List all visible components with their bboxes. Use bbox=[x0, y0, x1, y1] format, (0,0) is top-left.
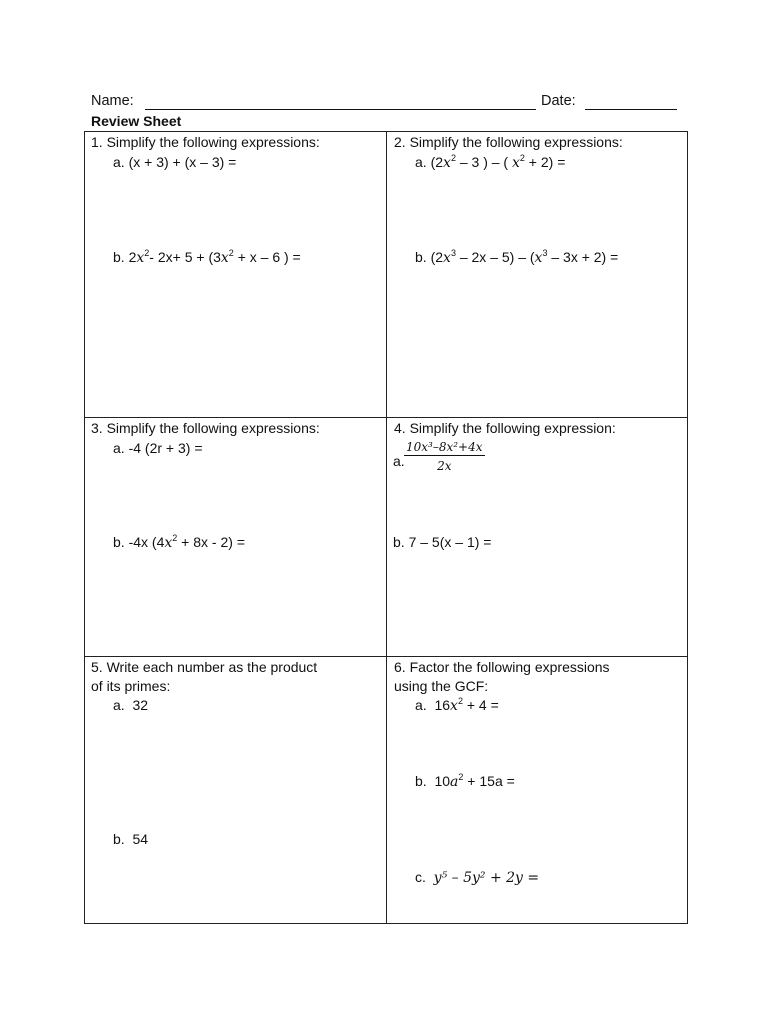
expression: 7 – 5(x – 1) = bbox=[408, 534, 492, 550]
variable: x bbox=[534, 250, 543, 266]
expression-part: – 3 ) – ( bbox=[455, 154, 512, 170]
problem-6c bbox=[415, 869, 539, 886]
problem-2-prompt: 2. Simplify the following expressions: bbox=[394, 134, 623, 150]
expression-part: 16 bbox=[434, 697, 451, 713]
variable: x bbox=[443, 155, 451, 171]
problem-2 bbox=[387, 132, 688, 417]
problem-4 bbox=[387, 418, 688, 656]
expression-part: 2 bbox=[128, 249, 137, 265]
variable: x bbox=[443, 250, 451, 266]
fraction-numerator: 10x³–8x²+4x bbox=[406, 440, 483, 454]
item-label: a. bbox=[415, 697, 427, 713]
expression-part: -4x (4 bbox=[128, 534, 165, 550]
expression-part: + 15a = bbox=[463, 773, 515, 789]
exponent: 3 bbox=[542, 248, 548, 258]
variable: a bbox=[450, 774, 459, 790]
expression: (x + 3) + (x – 3) = bbox=[128, 154, 237, 170]
problem-5-prompt-line1: 5. Write each number as the product bbox=[91, 659, 318, 675]
problem-6-prompt-line2: using the GCF: bbox=[394, 678, 489, 694]
problem-3-prompt: 3. Simplify the following expressions: bbox=[91, 420, 320, 436]
item-label: b. bbox=[393, 534, 405, 550]
item-label: b. bbox=[113, 831, 125, 847]
problem-2b bbox=[415, 249, 618, 266]
problem-1a bbox=[113, 154, 236, 170]
expression: 54 bbox=[132, 831, 149, 847]
item-label: a. bbox=[415, 154, 427, 170]
problem-4a-fraction bbox=[404, 440, 485, 473]
expression-part: (2 bbox=[430, 154, 444, 170]
header bbox=[91, 93, 681, 113]
problem-4-prompt: 4. Simplify the following expression: bbox=[394, 420, 616, 436]
exponent: 2 bbox=[172, 533, 178, 543]
problem-5 bbox=[85, 657, 386, 923]
fraction-denominator: 2x bbox=[437, 459, 452, 473]
expression-part: 10 bbox=[434, 773, 451, 789]
exponent: 2 bbox=[457, 696, 463, 706]
problem-4a-label: a. bbox=[393, 453, 405, 469]
problem-3b bbox=[113, 534, 245, 551]
exponent: 2 bbox=[228, 248, 234, 258]
exponent: 2 bbox=[519, 153, 525, 163]
item-label: b. bbox=[415, 773, 427, 789]
problem-5b bbox=[113, 831, 148, 847]
problem-5a bbox=[113, 697, 148, 713]
expression: y⁵ – 5y² + 2y = bbox=[433, 870, 540, 886]
variable: x bbox=[220, 250, 229, 266]
name-label: Name: bbox=[91, 93, 134, 109]
expression-part: + 4 = bbox=[462, 697, 499, 713]
problem-6 bbox=[387, 657, 688, 923]
item-label: b. bbox=[415, 249, 427, 265]
expression-part: (2 bbox=[430, 249, 444, 265]
expression-part: + 2) = bbox=[524, 154, 566, 170]
problem-2a bbox=[415, 154, 565, 171]
item-label: a. bbox=[113, 154, 125, 170]
date-label: Date: bbox=[541, 93, 576, 109]
expression-part: - 2x+ 5 + (3 bbox=[149, 249, 221, 265]
exponent: 2 bbox=[458, 772, 464, 782]
item-label: a. bbox=[113, 697, 125, 713]
variable: x bbox=[136, 250, 145, 266]
item-label: b. bbox=[113, 249, 125, 265]
problem-4b bbox=[393, 534, 491, 550]
variable: x bbox=[511, 155, 520, 171]
problem-3a bbox=[113, 440, 203, 456]
item-label: c. bbox=[415, 869, 426, 885]
date-field[interactable] bbox=[585, 109, 677, 110]
exponent: 3 bbox=[450, 248, 456, 258]
expression: 32 bbox=[132, 697, 149, 713]
problem-3 bbox=[85, 418, 386, 656]
problem-grid bbox=[84, 131, 688, 924]
sheet-title: Review Sheet bbox=[91, 113, 182, 129]
item-label: a. bbox=[113, 440, 125, 456]
problem-1-prompt: 1. Simplify the following expressions: bbox=[91, 134, 320, 150]
item-label: b. bbox=[113, 534, 125, 550]
expression-part: – 3x + 2) = bbox=[547, 249, 619, 265]
expression-part: + 8x - 2) = bbox=[177, 534, 245, 550]
problem-6-prompt-line1: 6. Factor the following expressions bbox=[394, 659, 610, 675]
expression: -4 (2r + 3) = bbox=[128, 440, 203, 456]
variable: x bbox=[450, 698, 458, 714]
expression-part: – 2x – 5) – ( bbox=[455, 249, 535, 265]
problem-5-prompt-line2: of its primes: bbox=[91, 678, 171, 694]
problem-6a bbox=[415, 697, 499, 714]
problem-1b bbox=[113, 249, 301, 266]
exponent: 2 bbox=[450, 153, 456, 163]
name-field[interactable] bbox=[145, 109, 536, 110]
variable: x bbox=[164, 535, 173, 551]
problem-6b bbox=[415, 773, 515, 790]
problem-1 bbox=[85, 132, 386, 417]
exponent: 2 bbox=[144, 248, 150, 258]
expression-part: + x – 6 ) = bbox=[233, 249, 301, 265]
